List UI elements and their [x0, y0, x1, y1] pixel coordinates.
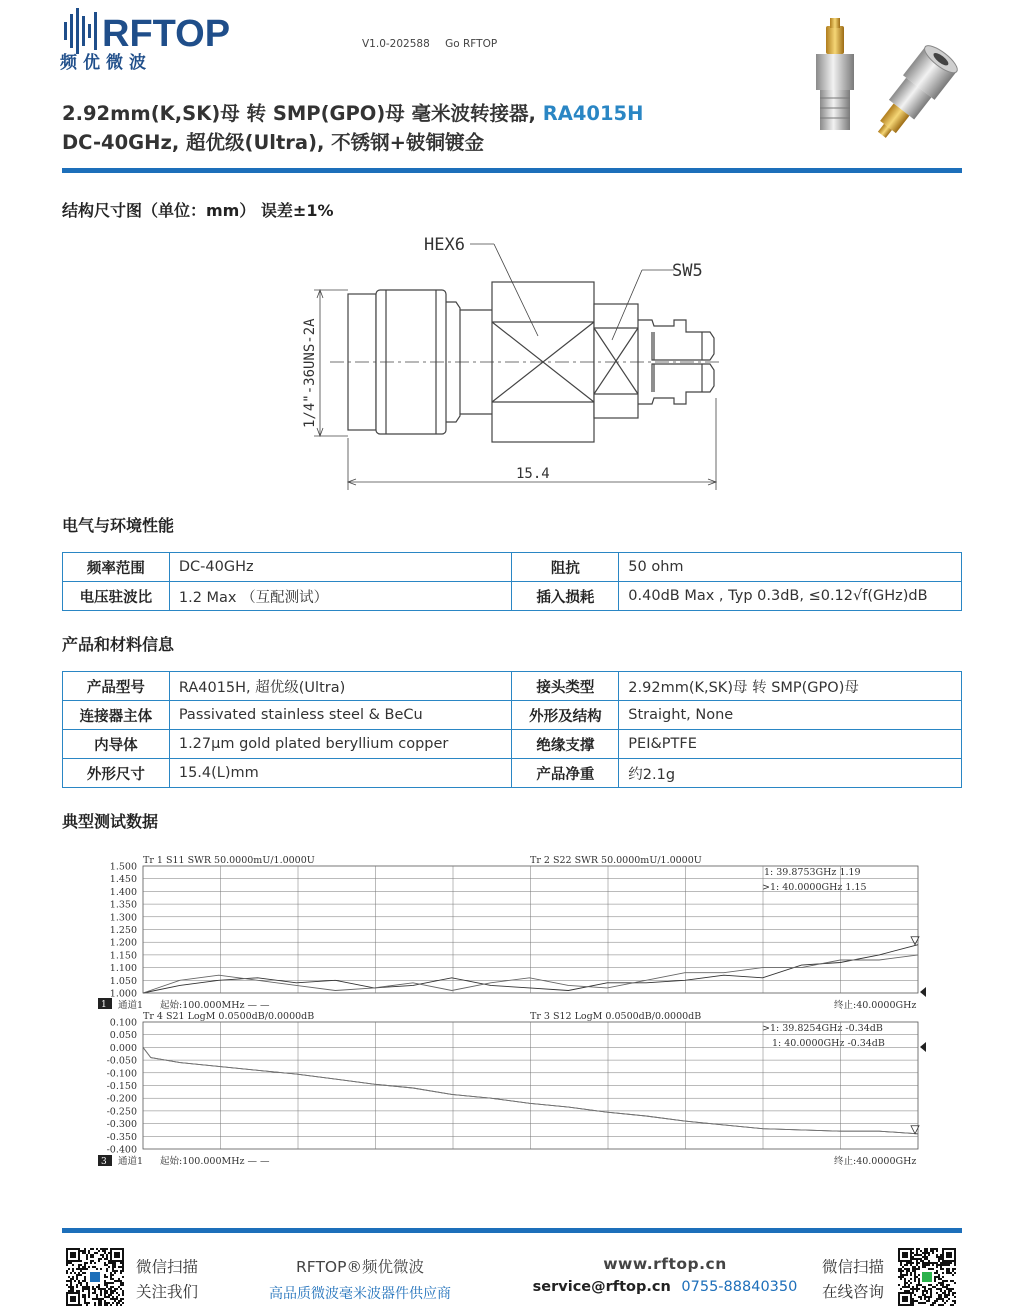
- table-row: [63, 701, 962, 730]
- swr-y-tick-label: 1.300: [109, 912, 137, 924]
- footer-website[interactable]: www.rftop.cn: [603, 1255, 727, 1273]
- label-frequency: 频率范围: [63, 553, 170, 582]
- electrical-table: [62, 552, 962, 611]
- top-trace-left-label: Tr 1 S11 SWR 50.0000mU/1.0000U: [143, 855, 315, 866]
- svg-text:RFTOP: RFTOP: [102, 13, 231, 54]
- label-model: 产品型号: [63, 672, 170, 701]
- dimension-section-title: 结构尺寸图（单位：mm） 误差±1%: [62, 201, 334, 220]
- value-frequency: DC-40GHz: [169, 553, 512, 582]
- bottom-stop-freq: 终止:40.0000GHz: [834, 1156, 917, 1167]
- swr-y-tick-label: 1.150: [109, 950, 137, 962]
- logm-y-tick-label: -0.150: [106, 1081, 137, 1092]
- top-start-freq: 起始:100.000MHz — —: [160, 1000, 270, 1011]
- product-photo: [800, 16, 964, 140]
- label-vswr: 电压驻波比: [63, 582, 170, 611]
- value-insertion-loss: 0.40dB Max , Typ 0.3dB, ≤0.12√f(GHz)dB: [619, 582, 962, 611]
- swr-y-tick-label: 1.250: [109, 925, 137, 936]
- swr-y-tick-label: 1.050: [109, 975, 137, 987]
- logm-y-tick-label: -0.400: [106, 1144, 137, 1156]
- value-model: RA4015H, 超优级(Ultra): [169, 672, 512, 701]
- footer-wechat-scan: 微信扫描: [136, 1258, 199, 1276]
- footer-email[interactable]: service@rftop.cn: [532, 1279, 671, 1295]
- top-channel-label: 通道1: [118, 1000, 144, 1011]
- bottom-trace-right-label: Tr 3 S12 LogM 0.0500dB/0.0000dB: [530, 1011, 702, 1022]
- table-row: [63, 730, 962, 759]
- footer-brand: RFTOP®频优微波: [296, 1258, 424, 1276]
- table-row: [63, 759, 962, 788]
- value-body: Passivated stainless steel & BeCu: [169, 701, 512, 730]
- top-stop-freq: 终止:40.0000GHz: [834, 1000, 917, 1011]
- wechat-consult-qr: [898, 1248, 956, 1306]
- logm-y-tick-label: 0.000: [109, 1042, 137, 1054]
- swr-y-tick-label: 1.500: [109, 861, 137, 873]
- bottom-start-freq: 起始:100.000MHz — —: [160, 1156, 270, 1167]
- logm-y-tick-label: -0.350: [106, 1131, 137, 1143]
- value-impedance: 50 ohm: [619, 553, 962, 582]
- label-body: 连接器主体: [63, 701, 170, 730]
- version-info: [362, 38, 509, 50]
- brand-slogan: Go RFTOP: [445, 38, 498, 50]
- bottom-marker-1: >1: 39.8254GHz -0.34dB: [762, 1023, 883, 1034]
- table-row: [63, 582, 962, 611]
- top-marker-1: 1: 39.8753GHz 1.19: [764, 867, 861, 878]
- label-weight: 产品净重: [512, 759, 619, 788]
- top-ref-arrow: [920, 987, 926, 997]
- model-number: RA4015H: [542, 102, 644, 125]
- svg-text:1/4"-36UNS-2A: 1/4"-36UNS-2A: [302, 318, 318, 428]
- test-data-chart: [96, 851, 932, 1171]
- bottom-channel-number: 3: [101, 1157, 107, 1167]
- bottom-ref-arrow: [920, 1042, 926, 1052]
- footer-phone[interactable]: 0755-88840350: [681, 1279, 798, 1295]
- footer-wechat-scan-2: 微信扫描: [822, 1258, 885, 1276]
- logm-y-tick-label: 0.050: [109, 1030, 137, 1042]
- footer-consult: 在线咨询: [822, 1283, 885, 1301]
- footer-divider: [62, 1228, 962, 1233]
- test-section-title: 典型测试数据: [62, 812, 159, 831]
- swr-y-tick-label: 1.350: [109, 899, 137, 911]
- swr-y-tick-label: 1.200: [109, 937, 137, 949]
- swr-y-tick-label: 1.450: [109, 874, 137, 886]
- product-section-title: 产品和材料信息: [62, 635, 175, 654]
- footer-brand-block: [262, 1255, 458, 1303]
- value-vswr: 1.2 Max （互配测试）: [169, 582, 512, 611]
- product-table: [62, 671, 962, 788]
- svg-text:15.4: 15.4: [516, 466, 550, 482]
- swr-y-tick-label: 1.400: [109, 886, 137, 898]
- svg-text:HEX6: HEX6: [424, 235, 465, 255]
- top-marker-2: >1: 40.0000GHz 1.15: [762, 882, 867, 893]
- logo-subtitle: 频优微波: [60, 53, 152, 73]
- label-shape: 外形及结构: [512, 701, 619, 730]
- bottom-channel-label: 通道1: [118, 1156, 144, 1167]
- wechat-follow-qr: [66, 1248, 124, 1306]
- product-title-line1: [62, 98, 643, 126]
- logm-y-tick-label: -0.250: [106, 1106, 137, 1118]
- footer-follow-us: 关注我们: [136, 1283, 199, 1301]
- label-impedance: 阻抗: [512, 553, 619, 582]
- product-title-line2: DC-40GHz, 超优级(Ultra), 不锈钢+铍铜镀金: [62, 131, 485, 154]
- logm-y-tick-label: -0.100: [106, 1068, 137, 1080]
- value-inner-conductor: 1.27μm gold plated beryllium copper: [169, 730, 512, 759]
- value-insulator: PEI&PTFE: [619, 730, 962, 759]
- bottom-trace-left-label: Tr 4 S21 LogM 0.0500dB/0.0000dB: [143, 1011, 315, 1022]
- value-connector-type: 2.92mm(K,SK)母 转 SMP(GPO)母: [619, 672, 962, 701]
- header-divider: [62, 168, 962, 173]
- swr-y-tick-label: 1.100: [109, 963, 137, 975]
- value-weight: 约2.1g: [619, 759, 962, 788]
- value-dimensions: 15.4(L)mm: [169, 759, 512, 788]
- logm-y-tick-label: -0.200: [106, 1093, 137, 1105]
- logm-y-tick-label: 0.100: [109, 1017, 137, 1029]
- logm-y-tick-label: -0.300: [106, 1119, 137, 1131]
- bottom-marker-2: 1: 40.0000GHz -0.34dB: [772, 1038, 885, 1049]
- table-row: [63, 553, 962, 582]
- title-prefix: 2.92mm(K,SK)母 转 SMP(GPO)母 毫米波转接器,: [62, 102, 543, 125]
- svg-text:SW5: SW5: [672, 261, 703, 281]
- footer-contact-block: [530, 1255, 800, 1295]
- dimension-drawing: [290, 228, 730, 490]
- label-dimensions: 外形尺寸: [63, 759, 170, 788]
- label-inner-conductor: 内导体: [63, 730, 170, 759]
- value-shape: Straight, None: [619, 701, 962, 730]
- label-connector-type: 接头类型: [512, 672, 619, 701]
- top-trace-right-label: Tr 2 S22 SWR 50.0000mU/1.0000U: [530, 855, 702, 866]
- electrical-section-title: 电气与环境性能: [62, 516, 175, 535]
- logm-y-tick-label: -0.050: [106, 1055, 137, 1067]
- label-insertion-loss: 插入损耗: [512, 582, 619, 611]
- swr-y-tick-label: 1.000: [109, 988, 137, 1000]
- version-number: V1.0-202588: [362, 38, 430, 50]
- label-insulator: 绝缘支撑: [512, 730, 619, 759]
- table-row: [63, 672, 962, 701]
- footer-tagline: 高品质微波毫米波器件供应商: [269, 1286, 451, 1302]
- top-channel-number: 1: [101, 1000, 107, 1010]
